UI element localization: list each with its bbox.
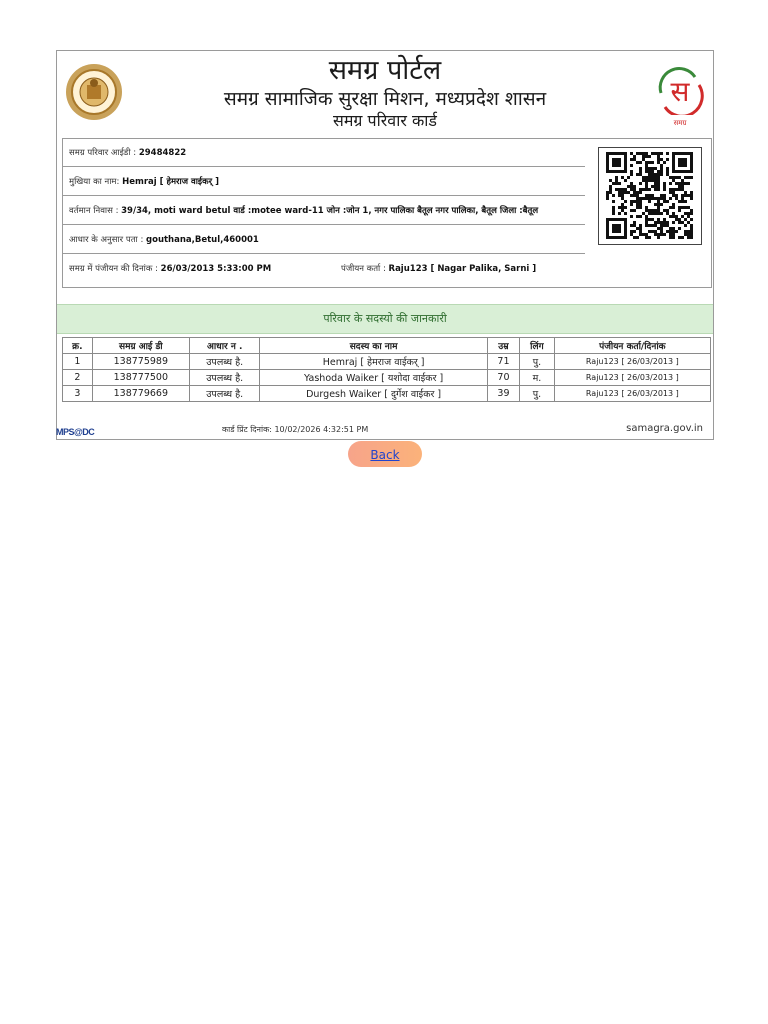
svg-text:स: स [670, 75, 690, 108]
table-row [63, 354, 711, 370]
family-info-box [62, 138, 712, 288]
table-cell: पु. [520, 354, 555, 370]
table-cell: 1 [63, 354, 93, 370]
card-header [57, 51, 713, 137]
head-name-row [63, 168, 585, 196]
samagra-logo-text: समग्र [673, 119, 687, 127]
table-cell: Raju123 [ 26/03/2013 ] [554, 386, 710, 402]
qr-code [598, 147, 702, 245]
members-header-cell: आधार न . [189, 338, 260, 354]
members-header-cell: उम्र [487, 338, 519, 354]
members-header-cell: पंजीयन कर्ता/दिनांक [554, 338, 710, 354]
table-cell: उपलब्ध है. [189, 386, 260, 402]
members-table [62, 337, 711, 402]
aadhaar-address-value: gouthana,Betul,460001 [146, 235, 259, 245]
print-date [222, 421, 368, 439]
family-id-value: 29484822 [138, 148, 187, 158]
reg-by-label: पंजीयन कर्ता : [341, 264, 386, 274]
table-cell: 71 [487, 354, 519, 370]
table-cell: Durgesh Waiker [ दुर्गेश वाईकर ] [260, 386, 487, 402]
aadhaar-address-label: आधार के अनुसार पता : [69, 235, 144, 245]
aadhaar-address-row [63, 226, 585, 254]
address-row [63, 197, 585, 225]
mission-subtitle: समग्र सामाजिक सुरक्षा मिशन, मध्यप्रदेश शासन [223, 88, 547, 110]
samagra-logo [651, 65, 709, 125]
members-body [63, 354, 711, 402]
table-cell: 3 [63, 386, 93, 402]
mpsedc-logo: MPS@DC [56, 427, 95, 437]
samagra-family-card [56, 50, 714, 440]
print-date-label: कार्ड प्रिंट दिनांक: [222, 425, 272, 434]
title-block [177, 55, 593, 131]
portal-title: समग्र पोर्टल [328, 55, 442, 86]
table-cell: Raju123 [ 26/03/2013 ] [554, 370, 710, 386]
table-row [63, 386, 711, 402]
table-cell: Hemraj [ हेमराज वाईकर् ] [260, 354, 487, 370]
address-value: 39/34, moti ward betul वार्ड :motee ward-11 जोन :जोन 1, नगर पालिका बैतूल नगर पालिका, बैतूल जिला :बैतूल [121, 206, 539, 216]
table-cell: पु. [520, 386, 555, 402]
table-cell: 2 [63, 370, 93, 386]
reg-date-value: 26/03/2013 5:33:00 PM [160, 264, 272, 274]
members-header-cell: सदस्य का नाम [260, 338, 487, 354]
family-id-label: समग्र परिवार आईडी : [69, 148, 137, 158]
table-cell: उपलब्ध है. [189, 354, 260, 370]
card-title: समग्र परिवार कार्ड [333, 111, 437, 130]
samagra-logo-icon [651, 65, 709, 115]
family-id-row [63, 139, 585, 167]
address-label: वर्तमान निवास : [69, 206, 119, 216]
table-cell: Raju123 [ 26/03/2013 ] [554, 354, 710, 370]
table-cell: 138775989 [92, 354, 189, 370]
table-cell: Yashoda Waiker [ यशोदा वाईकर ] [260, 370, 487, 386]
members-header-row [63, 338, 711, 354]
table-cell: उपलब्ध है. [189, 370, 260, 386]
table-cell: म. [520, 370, 555, 386]
site-url: samagra.gov.in [626, 423, 703, 434]
reg-by-value: Raju123 [ Nagar Palika, Sarni ] [388, 264, 537, 274]
mp-emblem-icon [65, 63, 123, 121]
table-cell: 138779669 [92, 386, 189, 402]
table-cell: 39 [487, 386, 519, 402]
table-row [63, 370, 711, 386]
members-header-cell: क्र. [63, 338, 93, 354]
table-cell: 70 [487, 370, 519, 386]
reg-by-field [341, 255, 536, 283]
reg-date-label: समग्र में पंजीयन की दिनांक : [69, 264, 158, 274]
registration-row [63, 255, 585, 283]
head-name-label: मुखिया का नाम: [69, 177, 120, 187]
head-name-value: Hemraj [ हेमराज वाईकर् ] [122, 177, 219, 187]
card-footer [57, 421, 713, 439]
members-header-cell: समग्र आई डी [92, 338, 189, 354]
members-header-cell: लिंग [520, 338, 555, 354]
back-button[interactable]: Back [348, 441, 422, 467]
print-date-value: 10/02/2026 4:32:51 PM [274, 425, 369, 434]
qr-code-icon [599, 148, 701, 244]
members-section-title: परिवार के सदस्यो की जानकारी [57, 304, 713, 334]
table-cell: 138777500 [92, 370, 189, 386]
